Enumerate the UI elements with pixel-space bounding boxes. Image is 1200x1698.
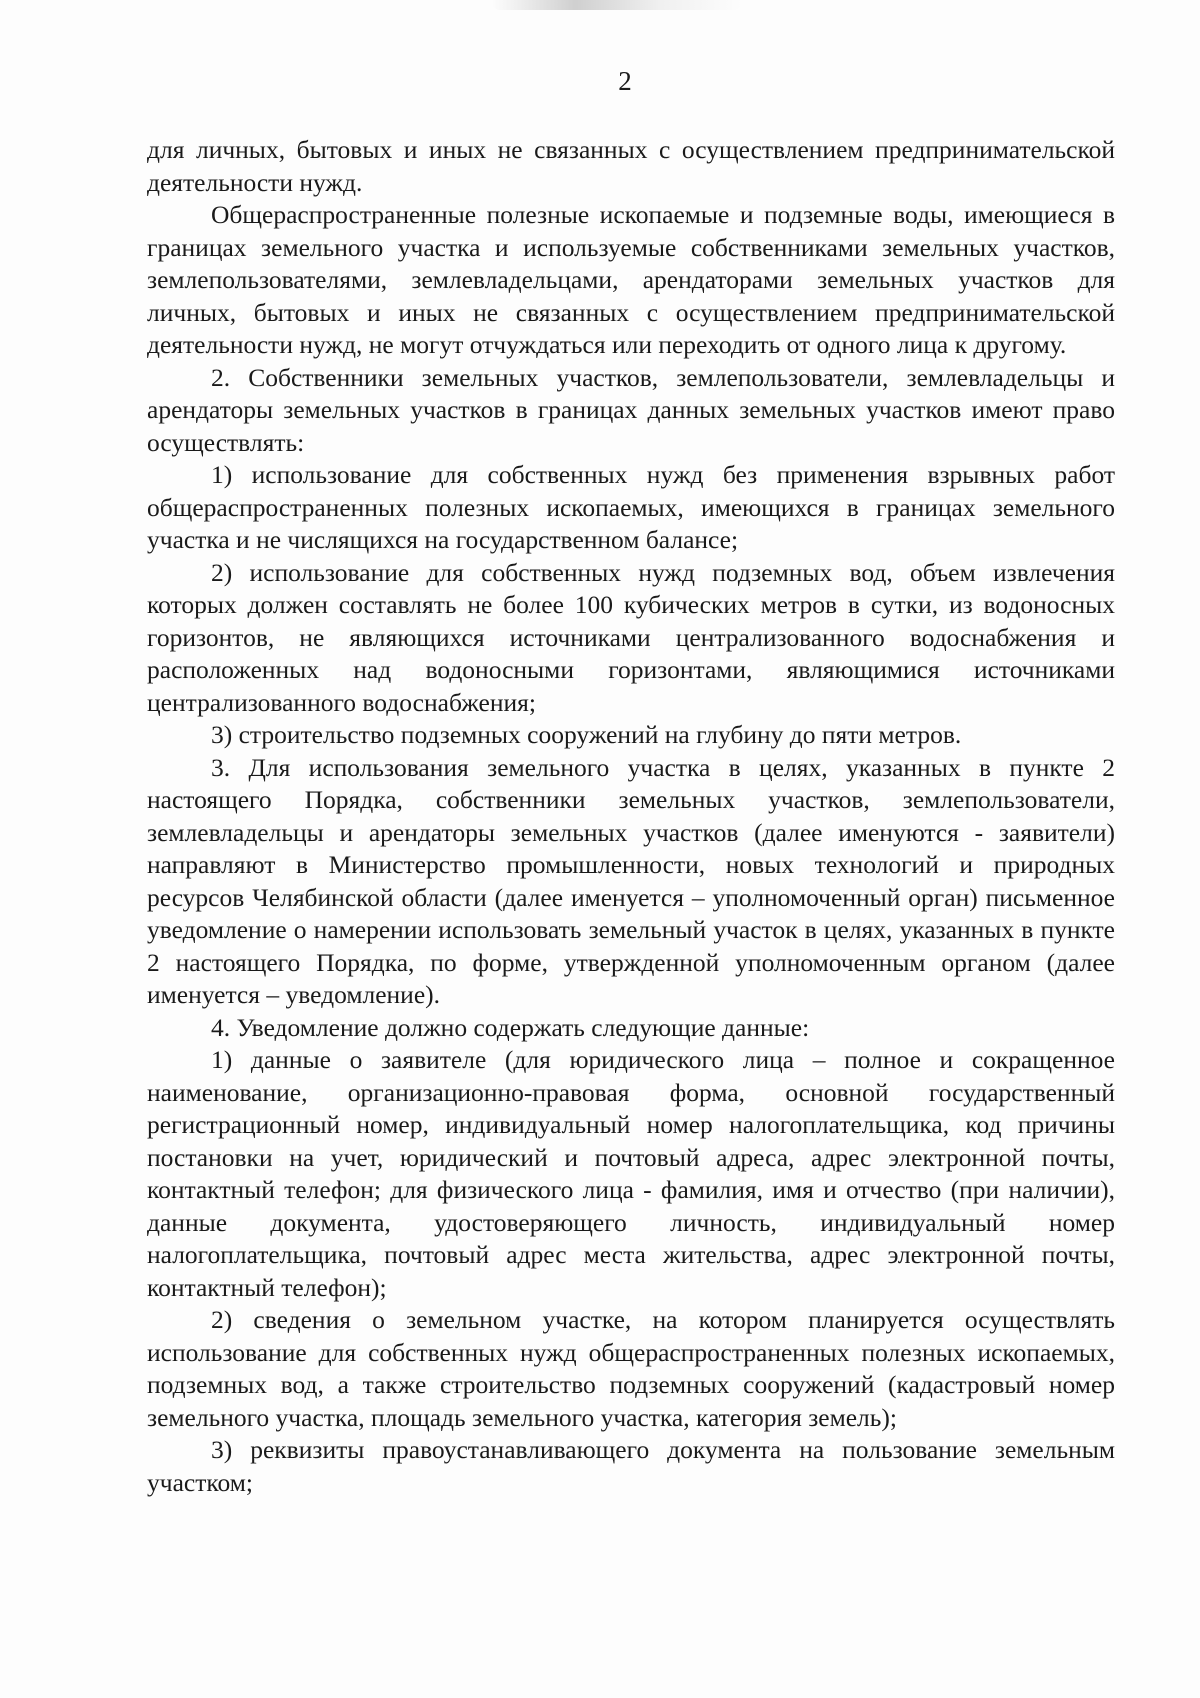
paragraph-common-minerals: Общераспространенные полезные ископаемые и подземные воды, имеющиеся в границах земельного участка и используемые собственниками земельных участков, землепользователями, землевладельцами, арендаторами земельных участков для личных, бытовых и иных не связанных с осуществлением предпринимательской деятельности нужд, не могут отчуждаться или переходить от одного лица к другому. [147, 200, 1115, 359]
paragraph-item-4-sub-2: 2) сведения о земельном участке, на котором планируется осуществлять использование для собственных нужд общераспространенных полезных ископаемых, подземных вод, а также строительство подземных сооружений (кадастровый номер земельного участка, площадь земельного участка, категория земель); [147, 1305, 1115, 1432]
paragraph-item-4: 4. Уведомление должно содержать следующие данные: [211, 1012, 810, 1042]
paragraph-item-2-sub-2: 2) использование для собственных нужд подземных вод, объем извлечения которых должен составлять не более 100 кубических метров в сутки, из водоносных горизонтов, не являющихся источниками централизованного водоснабжения и расположенных над водоносными горизонтами, являющимися источниками централизованного водоснабжения; [147, 557, 1115, 717]
page-number: 2 [618, 66, 632, 96]
paragraph-item-4-sub-1: 1) данные о заявителе (для юридического лица – полное и сокращенное наименование, организационно-правовая форма, основной государственный регистрационный номер, индивидуальный номер налогоплательщика, код причины постановки на учет, юридический и почтовый адреса, адрес электронной почты, контактный телефон; для физического лица - фамилия, имя и отчество (при наличии), данные документа, удостоверяющего личность, индивидуальный номер налогоплательщика, почтовый адрес места жительства, адрес электронной почты, контактный телефон); [147, 1045, 1115, 1302]
scan-artifact [492, 0, 742, 10]
paragraph-item-4-sub-3: 3) реквизиты правоустанавливающего документа на пользование земельным участком; [147, 1435, 1115, 1497]
paragraph-continuation: для личных, бытовых и иных не связанных с осуществлением предпринимательской деятельности нужд. [147, 135, 1115, 197]
paragraph-item-2-sub-1: 1) использование для собственных нужд без применения взрывных работ общераспространенных полезных ископаемых, имеющихся в границах земельного участка и не числящихся на государственном балансе; [147, 460, 1115, 554]
paragraph-item-2: 2. Собственники земельных участков, землепользователи, землевладельцы и арендаторы земельных участков в границах данных земельных участков имеют право осуществлять: [147, 362, 1115, 457]
document-body [147, 134, 1115, 1499]
paragraph-item-2-sub-3: 3) строительство подземных сооружений на глубину до пяти метров. [211, 720, 962, 749]
paragraph-item-3: 3. Для использования земельного участка в целях, указанных в пункте 2 настоящего Порядка, собственники земельных участков, землепользователи, землевладельцы и арендаторы земельных участков (далее именуются - заявители) направляют в Министерство промышленности, новых технологий и природных ресурсов Челябинской области (далее именуется – уполномоченный орган) письменное уведомление о намерении использовать земельный участок в целях, указанных в пункте 2 настоящего Порядка, по форме, утвержденной уполномоченным органом (далее именуется – уведомление). [147, 752, 1115, 1009]
